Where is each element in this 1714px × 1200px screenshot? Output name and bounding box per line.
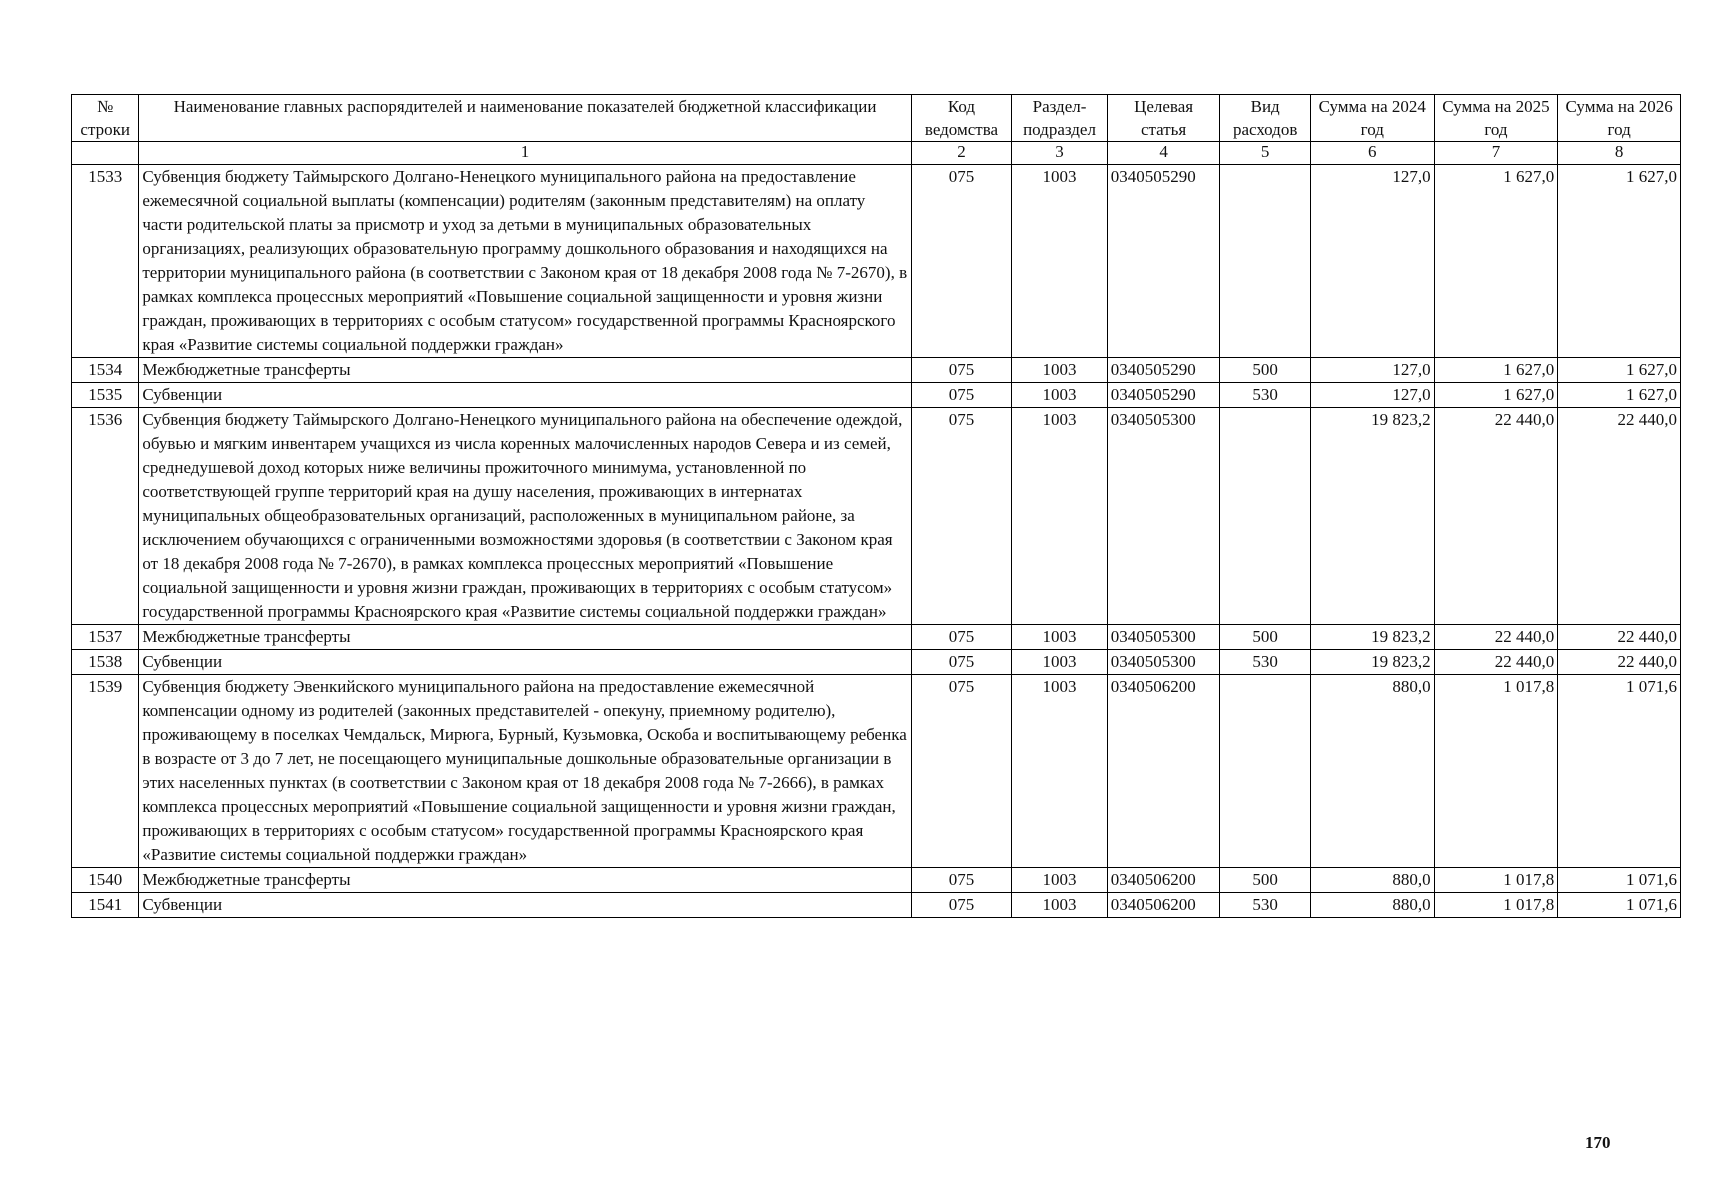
sum-2024: 880,0 (1310, 675, 1434, 868)
section-code: 1003 (1012, 358, 1108, 383)
column-number: 2 (911, 142, 1012, 165)
section-code: 1003 (1012, 383, 1108, 408)
target-code: 0340506200 (1107, 868, 1220, 893)
target-code: 0340505300 (1107, 408, 1220, 625)
sum-2026: 22 440,0 (1558, 408, 1681, 625)
table-row (72, 383, 1681, 408)
header-sum-2025: Сумма на 2025 год (1434, 95, 1558, 142)
department-code: 075 (911, 358, 1012, 383)
department-code: 075 (911, 625, 1012, 650)
section-code: 1003 (1012, 650, 1108, 675)
table-row (72, 165, 1681, 358)
sum-2024: 19 823,2 (1310, 650, 1434, 675)
table-header (72, 95, 1681, 165)
expense-type: 530 (1220, 650, 1311, 675)
sum-2024: 19 823,2 (1310, 408, 1434, 625)
header-row-number: № строки (72, 95, 139, 142)
sum-2025: 1 017,8 (1434, 675, 1558, 868)
row-name: Межбюджетные трансферты (139, 625, 911, 650)
expense-type: 530 (1220, 893, 1311, 918)
sum-2024: 127,0 (1310, 165, 1434, 358)
department-code: 075 (911, 868, 1012, 893)
section-code: 1003 (1012, 675, 1108, 868)
section-code: 1003 (1012, 893, 1108, 918)
column-number (72, 142, 139, 165)
sum-2026: 22 440,0 (1558, 625, 1681, 650)
column-number: 7 (1434, 142, 1558, 165)
sum-2026: 1 071,6 (1558, 893, 1681, 918)
header-name: Наименование главных распорядителей и наименование показателей бюджетной классификации (139, 95, 911, 142)
sum-2025: 22 440,0 (1434, 650, 1558, 675)
target-code: 0340505290 (1107, 165, 1220, 358)
page-number: 170 (1585, 1133, 1611, 1152)
row-name: Субвенции (139, 383, 911, 408)
expense-type: 500 (1220, 868, 1311, 893)
header-target-item: Целевая статья (1107, 95, 1220, 142)
row-name: Субвенции (139, 893, 911, 918)
expense-type (1220, 165, 1311, 358)
section-code: 1003 (1012, 868, 1108, 893)
sum-2025: 1 627,0 (1434, 165, 1558, 358)
target-code: 0340505300 (1107, 625, 1220, 650)
table-row (72, 625, 1681, 650)
table-row (72, 408, 1681, 625)
sum-2025: 22 440,0 (1434, 408, 1558, 625)
row-number: 1537 (72, 625, 139, 650)
column-number: 8 (1558, 142, 1681, 165)
sum-2025: 1 017,8 (1434, 893, 1558, 918)
column-number: 1 (139, 142, 911, 165)
target-code: 0340506200 (1107, 893, 1220, 918)
sum-2026: 1 627,0 (1558, 358, 1681, 383)
sum-2026: 22 440,0 (1558, 650, 1681, 675)
header-department-code: Код ведомства (911, 95, 1012, 142)
table-row (72, 358, 1681, 383)
sum-2025: 1 627,0 (1434, 383, 1558, 408)
expense-type: 500 (1220, 625, 1311, 650)
expense-type: 530 (1220, 383, 1311, 408)
target-code: 0340505290 (1107, 383, 1220, 408)
expense-type (1220, 675, 1311, 868)
header-sum-2026: Сумма на 2026 год (1558, 95, 1681, 142)
table-row (72, 650, 1681, 675)
sum-2026: 1 627,0 (1558, 165, 1681, 358)
row-number: 1538 (72, 650, 139, 675)
column-number-row (72, 142, 1681, 165)
department-code: 075 (911, 383, 1012, 408)
table-body (72, 165, 1681, 918)
column-number: 6 (1310, 142, 1434, 165)
target-code: 0340506200 (1107, 675, 1220, 868)
table-row (72, 675, 1681, 868)
row-name: Межбюджетные трансферты (139, 868, 911, 893)
row-number: 1533 (72, 165, 139, 358)
sum-2024: 127,0 (1310, 383, 1434, 408)
section-code: 1003 (1012, 625, 1108, 650)
sum-2025: 1 017,8 (1434, 868, 1558, 893)
target-code: 0340505290 (1107, 358, 1220, 383)
column-number: 3 (1012, 142, 1108, 165)
table-row (72, 868, 1681, 893)
row-name: Субвенция бюджету Таймырского Долгано-Ненецкого муниципального района на обеспечение одеждой, обувью и мягким инвентарем учащихся из числа коренных малочисленных народов Севера и из семей, среднедушевой доход которых ниже величины прожиточного минимума, установленной по соответствующей группе территорий края на душу населения, проживающих в интернатах муниципальных общеобразовательных организаций, расположенных в муниципальном районе, за исключением обучающихся с ограниченными возможностями здоровья (в соответствии с Законом края от 18 декабря 2008 года № 7-2670), в рамках комплекса процессных мероприятий «Повышение социальной защищенности и уровня жизни граждан, проживающих в территориях с особым статусом» государственной программы Красноярского края «Развитие системы социальной поддержки граждан» (139, 408, 911, 625)
header-expense-type: Вид расходов (1220, 95, 1311, 142)
expense-type: 500 (1220, 358, 1311, 383)
row-name: Межбюджетные трансферты (139, 358, 911, 383)
header-section-subsection: Раздел- подраздел (1012, 95, 1108, 142)
section-code: 1003 (1012, 408, 1108, 625)
sum-2025: 1 627,0 (1434, 358, 1558, 383)
sum-2025: 22 440,0 (1434, 625, 1558, 650)
row-name: Субвенция бюджету Эвенкийского муниципального района на предоставление ежемесячной компенсации одному из родителей (законных представителей - опекуну, приемному родителю), проживающему в поселках Чемдальск, Мирюга, Бурный, Кузьмовка, Оскоба и воспитывающему ребенка в возрасте от 3 до 7 лет, не посещающего муниципальные дошкольные образовательные организации в этих населенных пунктах (в соответствии с Законом края от 18 декабря 2008 года № 7-2666), в рамках комплекса процессных мероприятий «Повышение социальной защищенности и уровня жизни граждан, проживающих в территориях с особым статусом» государственной программы Красноярского края «Развитие системы социальной поддержки граждан» (139, 675, 911, 868)
row-name: Субвенция бюджету Таймырского Долгано-Ненецкого муниципального района на предоставление ежемесячной социальной выплаты (компенсации) родителям (законным представителям) на оплату части родительской платы за присмотр и уход за детьми в муниципальных образовательных организациях, реализующих образовательную программу дошкольного образования и находящихся на территории муниципального района (в соответствии с Законом края от 18 декабря 2008 года № 7-2670), в рамках комплекса процессных мероприятий «Повышение социальной защищенности и уровня жизни граждан, проживающих в территориях с особым статусом» государственной программы Красноярского края «Развитие системы социальной поддержки граждан» (139, 165, 911, 358)
row-number: 1541 (72, 893, 139, 918)
department-code: 075 (911, 650, 1012, 675)
column-number: 4 (1107, 142, 1220, 165)
expense-type (1220, 408, 1311, 625)
row-number: 1539 (72, 675, 139, 868)
sum-2024: 127,0 (1310, 358, 1434, 383)
department-code: 075 (911, 165, 1012, 358)
sum-2024: 880,0 (1310, 868, 1434, 893)
sum-2026: 1 627,0 (1558, 383, 1681, 408)
row-number: 1535 (72, 383, 139, 408)
target-code: 0340505300 (1107, 650, 1220, 675)
budget-table (71, 94, 1681, 918)
row-number: 1540 (72, 868, 139, 893)
row-number: 1534 (72, 358, 139, 383)
table-row (72, 893, 1681, 918)
row-number: 1536 (72, 408, 139, 625)
row-name: Субвенции (139, 650, 911, 675)
department-code: 075 (911, 893, 1012, 918)
sum-2026: 1 071,6 (1558, 675, 1681, 868)
header-sum-2024: Сумма на 2024 год (1310, 95, 1434, 142)
department-code: 075 (911, 408, 1012, 625)
sum-2024: 880,0 (1310, 893, 1434, 918)
sum-2024: 19 823,2 (1310, 625, 1434, 650)
sum-2026: 1 071,6 (1558, 868, 1681, 893)
column-number: 5 (1220, 142, 1311, 165)
department-code: 075 (911, 675, 1012, 868)
section-code: 1003 (1012, 165, 1108, 358)
